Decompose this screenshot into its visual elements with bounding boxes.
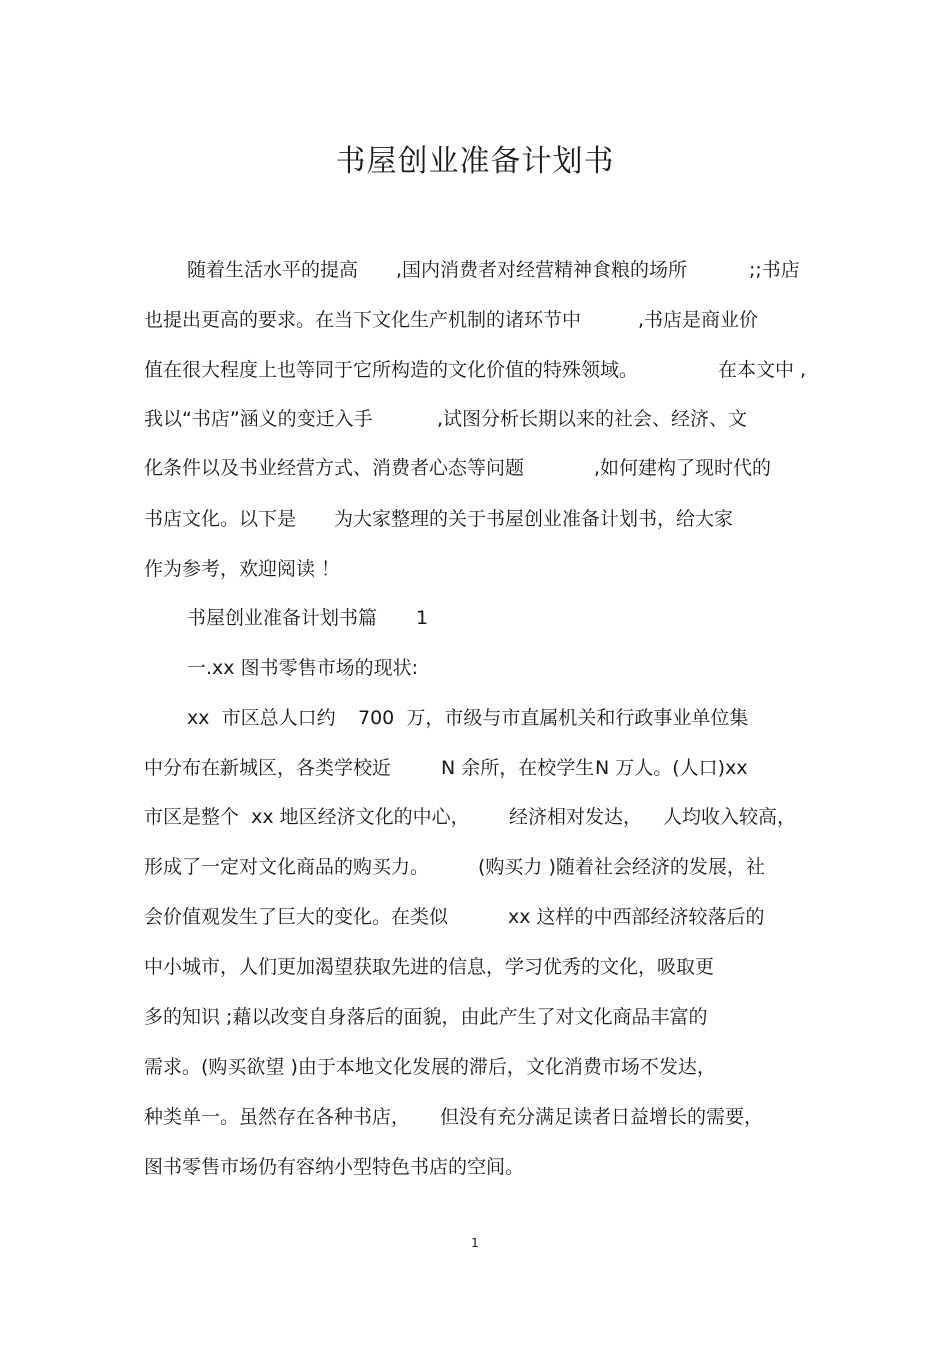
body-text: 人均收入较高，: [663, 806, 797, 828]
body-text: 市区是整个 xx 地区经济文化的中心，: [144, 806, 470, 828]
body-text: ,如何建构了现时代的: [594, 457, 772, 479]
body-line: [0, 652, 950, 684]
body-line: [0, 553, 950, 585]
body-text: 为大家整理的关于书屋创业准备计划书，给大家: [334, 508, 734, 530]
document-title: 书屋创业准备计划书: [335, 144, 615, 179]
body-text: N 万人。(人口)xx: [595, 757, 748, 779]
body-line: [0, 901, 950, 933]
body-line: [0, 951, 950, 983]
body-text: ,国内消费者对经营精神食粮的场所: [396, 259, 688, 281]
body-text: 值在很大程度上也等同于它所构造的文化价值的特殊领域。: [144, 359, 639, 381]
body-line: [0, 752, 950, 784]
body-text: 书屋创业准备计划书篇: [187, 607, 378, 629]
body-line: [0, 254, 950, 286]
page-number: 1: [471, 1236, 479, 1250]
body-text: 会价值观发生了巨大的变化。在类似: [144, 906, 449, 928]
body-text: 作为参考，欢迎阅读 ！: [144, 558, 341, 580]
body-line: [0, 602, 950, 634]
body-line: [0, 1151, 950, 1183]
body-text: 化条件以及书业经营方式、消费者心态等问题: [144, 457, 525, 479]
body-line: [0, 403, 950, 435]
body-text: 1: [416, 607, 429, 629]
body-text: 种类单一。虽然存在各种书店，: [144, 1106, 411, 1128]
body-line: [0, 801, 950, 833]
body-text: (购买力 )随着社会经济的发展，社: [478, 856, 765, 878]
body-text: xx 这样的中西部经济较落后的: [508, 906, 765, 928]
body-line: [0, 354, 950, 386]
body-text: 中分布在新城区，各类学校近: [144, 757, 392, 779]
body-text: 也提出更高的要求。在当下文化生产机制的诸环节中: [144, 309, 582, 331]
body-text: 形成了一定对文化商品的购买力。: [144, 856, 430, 878]
body-line: [0, 702, 950, 734]
body-text: ,书店是商业价: [638, 309, 759, 331]
body-text: 需求。(购买欲望 )由于本地文化发展的滞后，文化消费市场不发达，: [144, 1056, 716, 1078]
body-text: 多的知识 ;藉以改变自身落后的面貌，由此产生了对文化商品丰富的: [144, 1006, 708, 1028]
body-text: N 余所，在校学生: [441, 757, 595, 779]
body-text: 在本文中 ,: [718, 359, 807, 381]
body-text: 我以“书店”涵义的变迁入手: [144, 408, 373, 430]
body-text: 书店文化。以下是: [144, 508, 297, 530]
body-line: [0, 1051, 950, 1083]
body-text: 中小城市，人们更加渴望获取先进的信息，学习优秀的文化，吸取更: [144, 956, 715, 978]
body-line: [0, 304, 950, 336]
body-text: xx 市区总人口约: [187, 707, 336, 729]
body-text: 700 万，市级与市直属机关和行政事业单位集: [358, 707, 749, 729]
body-line: [0, 452, 950, 484]
body-text: 经济相对发达，: [509, 806, 643, 828]
body-line: [0, 851, 950, 883]
body-text: 图书零售市场仍有容纳小型特色书店的空间。: [144, 1156, 525, 1178]
body-text: ,试图分析长期以来的社会、经济、文: [437, 408, 748, 430]
body-text: ;;书店: [749, 259, 800, 281]
body-text: 一.xx 图书零售市场的现状:: [187, 657, 418, 679]
body-line: [0, 1101, 950, 1133]
body-text: 随着生活水平的提高: [187, 259, 359, 281]
body-line: [0, 1001, 950, 1033]
body-line: [0, 503, 950, 535]
body-text: 但没有充分满足读者日益增长的需要，: [440, 1106, 764, 1128]
